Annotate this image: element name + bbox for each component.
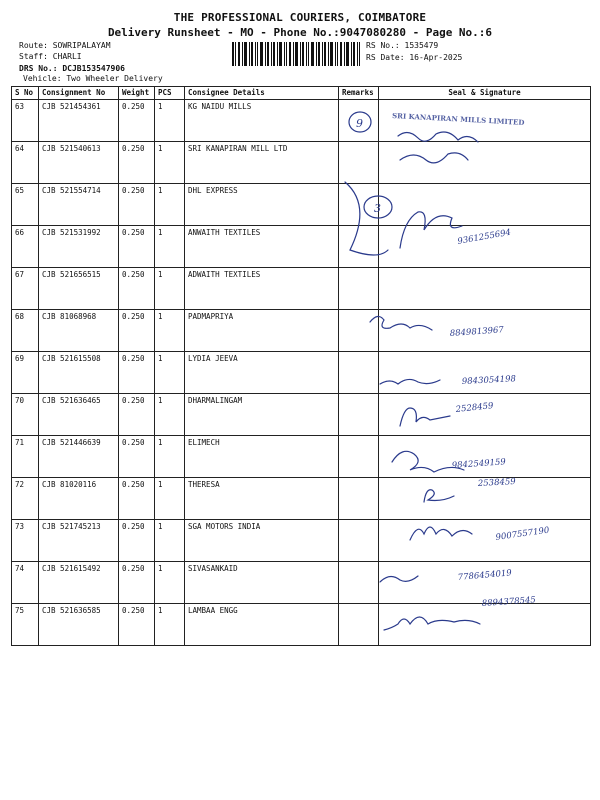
cell-weight: 0.250 [119,352,155,394]
cell-consignment: CJB 81020116 [39,478,119,520]
cell-sno: 68 [12,310,39,352]
cell-consignee: ELIMECH [185,436,339,478]
col-pcs: PCS [155,87,185,100]
cell-weight: 0.250 [119,142,155,184]
cell-pcs: 1 [155,520,185,562]
cell-consignee: THERESA [185,478,339,520]
phone-71: 9842549159 [451,457,507,471]
signature-75-stroke [384,617,480,630]
rs-date: RS Date: 16-Apr-2025 [366,53,463,62]
cell-consignee: PADMAPRIYA [185,310,339,352]
col-consignee: Consignee Details [185,87,339,100]
cell-weight: 0.250 [119,436,155,478]
cell-consignee: LYDIA JEEVA [185,352,339,394]
cell-sno: 66 [12,226,39,268]
signature-66-stroke [400,212,462,248]
cell-pcs: 1 [155,604,185,646]
cell-consignee: SIVASANKAID [185,562,339,604]
col-signature: Seal & Signature [379,87,591,100]
cell-sno: 69 [12,352,39,394]
remark-bracket [345,182,388,255]
signature-73-stroke [410,527,472,540]
cell-sno: 75 [12,604,39,646]
cell-consignee: LAMBAA ENGG [185,604,339,646]
phone-68: 8849813967 [449,325,505,339]
cell-weight: 0.250 [119,604,155,646]
cell-consignment: CJB 521531992 [39,226,119,268]
cell-consignee: ADWAITH TEXTILES [185,268,339,310]
rs-number: RS No.: 1535479 [366,41,439,50]
cell-pcs: 1 [155,562,185,604]
cell-pcs: 1 [155,142,185,184]
cell-consignee: DHL EXPRESS [185,184,339,226]
cell-consignment: CJB 521540613 [39,142,119,184]
cell-consignment: CJB 521636465 [39,394,119,436]
cell-pcs: 1 [155,310,185,352]
cell-sno: 70 [12,394,39,436]
col-sno: S No [12,87,39,100]
cell-consignment: CJB 521446639 [39,436,119,478]
route-label: Route: SOWRIPALAYAM [19,41,111,50]
cell-consignee: KG NAIDU MILLS [185,100,339,142]
phone-66: 9361255694 [456,227,512,247]
cell-consignee: DHARMALINGAM [185,394,339,436]
col-remarks: Remarks [339,87,379,100]
cell-pcs: 1 [155,100,185,142]
cell-sno: 63 [12,100,39,142]
signature-74-stroke [380,576,418,582]
cell-pcs: 1 [155,226,185,268]
cell-sno: 71 [12,436,39,478]
cell-sno: 64 [12,142,39,184]
runsheet-subtitle: Delivery Runsheet - MO - Phone No.:9047080280 - Page No.:6 [107,26,493,39]
phone-74: 7786454019 [457,568,513,583]
cell-weight: 0.250 [119,310,155,352]
cell-consignee: SGA MOTORS INDIA [185,520,339,562]
cell-weight: 0.250 [119,478,155,520]
cell-weight: 0.250 [119,520,155,562]
company-title: THE PROFESSIONAL COURIERS, COIMBATORE [173,11,427,24]
cell-pcs: 1 [155,394,185,436]
signature-72-stroke [424,490,454,502]
cell-weight: 0.250 [119,184,155,226]
cell-consignment: CJB 521554714 [39,184,119,226]
cell-consignment: CJB 521615508 [39,352,119,394]
cell-weight: 0.250 [119,226,155,268]
phone-73: 9007557190 [495,525,550,543]
signature-70-stroke [400,408,450,426]
phone-69: 9843054198 [461,374,517,387]
company-stamp: SRI KANAPIRAN MILLS LIMITED [391,111,525,127]
signature-69-stroke [380,379,440,384]
cell-consignment: CJB 521615492 [39,562,119,604]
vehicle-label: Vehicle: Two Wheeler Delivery [23,74,163,83]
cell-pcs: 1 [155,436,185,478]
cell-sno: 74 [12,562,39,604]
remark-9-text: 9 [356,117,363,130]
cell-sno: 72 [12,478,39,520]
cell-consignment: CJB 521454361 [39,100,119,142]
cell-pcs: 1 [155,268,185,310]
cell-weight: 0.250 [119,100,155,142]
cell-weight: 0.250 [119,394,155,436]
cell-sno: 67 [12,268,39,310]
cell-weight: 0.250 [119,268,155,310]
cell-weight: 0.250 [119,562,155,604]
remark-3-text: 3 [374,202,381,215]
signature-68-stroke [370,316,432,330]
phone-72: 2538459 [477,477,516,489]
cell-consignment: CJB 521636585 [39,604,119,646]
cell-consignment: CJB 521656515 [39,268,119,310]
cell-sno: 65 [12,184,39,226]
signature-64-stroke-b [400,153,468,163]
cell-consignee: SRI KANAPIRAN MILL LTD [185,142,339,184]
cell-pcs: 1 [155,352,185,394]
col-consignment: Consignment No [39,87,119,100]
cell-consignee: ANWAITH TEXTILES [185,226,339,268]
phone-75: 8894378545 [481,595,537,609]
cell-consignment: CJB 521745213 [39,520,119,562]
col-weight: Weight [119,87,155,100]
phone-70: 2528459 [455,401,494,415]
cell-pcs: 1 [155,184,185,226]
cell-consignment: CJB 81068968 [39,310,119,352]
cell-pcs: 1 [155,478,185,520]
drs-label: DRS No.: DCJB153547906 [19,64,125,73]
cell-sno: 73 [12,520,39,562]
staff-label: Staff: CHARLI [19,52,82,61]
signature-64-stroke [398,132,478,142]
